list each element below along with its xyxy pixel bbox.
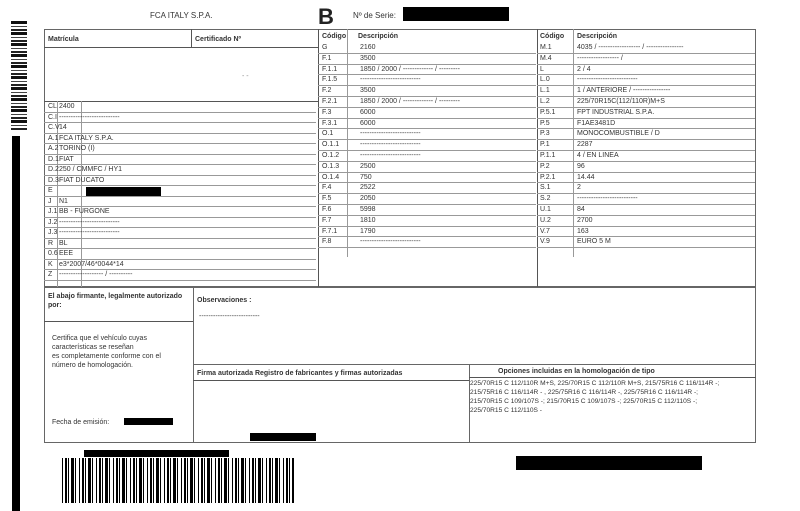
options-label: Opciones incluidas en la homologación de tipo	[498, 368, 655, 375]
right-value: 84	[577, 206, 585, 213]
right-value: --------------------------	[577, 76, 638, 84]
mid-value: 2522	[360, 184, 376, 192]
mid-value: --------------------------	[360, 76, 421, 84]
mid-row	[320, 97, 536, 107]
right-row	[539, 216, 755, 226]
mid-code: F.1	[322, 54, 332, 62]
mid-row	[320, 43, 536, 53]
side-black-bar	[12, 136, 20, 511]
right-row	[539, 173, 755, 183]
mid-code: F.5	[322, 195, 332, 203]
mid-row	[320, 237, 536, 247]
barcode	[62, 458, 294, 503]
left-value: EEE	[59, 250, 74, 257]
left-code: J.3	[48, 229, 58, 236]
right-row	[539, 162, 755, 172]
mid-value: 1850 / 2000 / ------------- / ---------	[360, 98, 460, 105]
mid-code: F.3.1	[322, 119, 338, 127]
left-row	[46, 144, 316, 154]
right-value: 2 / 4	[577, 65, 591, 73]
date-label: Fecha de emisión:	[52, 419, 110, 426]
mid-row	[320, 86, 536, 96]
right-code: S.1	[540, 184, 551, 192]
right-row	[539, 75, 755, 85]
mid-value: 3500	[360, 87, 376, 95]
mid-value: 3500	[360, 54, 376, 62]
right-code: P.5	[540, 119, 550, 127]
left-value: 14	[59, 124, 67, 131]
left-code: C.I	[48, 113, 57, 121]
mid-value: 6000	[360, 119, 376, 127]
right-code: P.5.1	[540, 108, 556, 116]
mid-code: F.7.1	[322, 227, 338, 235]
right-row	[539, 151, 755, 161]
left-row	[46, 165, 316, 175]
right-code: L.0	[540, 76, 550, 84]
right-code: V.9	[540, 238, 550, 246]
options-line-4: 225/70R15 C 112/110S -	[470, 407, 542, 414]
mid-desc-header: Descripción	[358, 33, 399, 40]
mid-row	[320, 227, 536, 237]
left-row	[46, 176, 316, 186]
mid-value: --------------------------	[360, 238, 421, 246]
mid-code: G	[322, 44, 328, 51]
left-code: J.2	[48, 218, 58, 226]
certify-line-1: Certifica que el vehículo cuyas	[52, 335, 147, 342]
right-desc-header: Descripción	[577, 33, 618, 40]
left-row	[46, 102, 316, 112]
right-code: P.2	[540, 162, 550, 170]
mid-row	[320, 65, 536, 75]
right-row	[539, 183, 755, 193]
left-value: FCA ITALY S.P.A.	[59, 134, 114, 142]
right-row	[539, 237, 755, 247]
right-value: 163	[577, 227, 589, 235]
right-value: 14.44	[577, 173, 595, 181]
left-value: ------------------- / ----------	[59, 271, 133, 278]
mid-value: --------------------------	[360, 130, 421, 138]
right-value: EURO 5 M	[577, 238, 611, 246]
left-value: BB - FURGONE	[59, 208, 110, 215]
certify-line-2: características se reseñan	[52, 344, 134, 351]
right-value: --------------------------	[577, 195, 638, 203]
right-value: ------------------ /	[577, 54, 623, 62]
options-lines	[470, 379, 719, 415]
right-code: L.2	[540, 98, 550, 105]
left-code: D.2	[48, 166, 59, 173]
right-value: 225/70R15C(112/110R)M+S	[577, 98, 665, 105]
mid-value: --------------------------	[360, 152, 421, 159]
mid-row	[320, 54, 536, 64]
observations-value: --------------------------	[199, 313, 260, 320]
certificado-value: - -	[242, 73, 249, 80]
left-code: R	[48, 239, 54, 247]
mid-row	[320, 75, 536, 85]
signature-redaction	[250, 433, 316, 441]
mid-code: O.1.2	[322, 152, 340, 159]
mid-code: F.2.1	[322, 98, 338, 105]
left-code: A.2	[48, 145, 59, 152]
mid-row	[320, 173, 536, 183]
left-value: FIAT	[59, 155, 74, 163]
left-code: D.3	[48, 176, 59, 184]
left-value: BL	[59, 239, 68, 247]
right-value: 2700	[577, 216, 593, 224]
right-code: P.1.1	[540, 152, 556, 159]
right-code-header: Código	[540, 33, 565, 40]
serial-label: Nº de Serie:	[353, 11, 396, 20]
left-code: E	[48, 187, 53, 194]
options-line-3: 215/70R15 C 109/107S -; 215/70R15 C 109/107S -; 225/70R15 C 112/110S -;	[470, 398, 698, 405]
left-value: --------------------------	[59, 218, 120, 226]
signatory-label: El abajo firmante, legalmente autorizado por:	[48, 293, 183, 309]
left-code: K	[48, 260, 53, 268]
right-value: 96	[577, 162, 585, 170]
right-row	[539, 97, 755, 107]
serial-redaction	[403, 7, 509, 21]
mid-value: --------------------------	[360, 141, 421, 149]
mid-value: 1810	[360, 216, 376, 224]
right-row	[539, 65, 755, 75]
mid-value: 2160	[360, 44, 376, 51]
mid-code: F.4	[322, 184, 332, 192]
mid-code-header: Código	[322, 33, 347, 40]
options-line-1: 225/70R15 C 112/110R M+S, 225/70R15 C 112/110R M+S, 215/75R16 C 116/114R -;	[470, 380, 720, 387]
right-code: M.4	[540, 54, 552, 62]
options-line-2: 215/75R16 C 116/114R - , 225/75R16 C 116/114R -, 225/75R16 C 116/114R -;	[470, 389, 698, 396]
mid-row	[320, 216, 536, 226]
certify-line-3: es completamente conforme con el	[52, 353, 161, 360]
left-code: A.1	[48, 134, 59, 142]
right-value: 2287	[577, 141, 593, 149]
right-code: L	[540, 65, 544, 73]
left-row	[46, 218, 316, 228]
right-code: P.1	[540, 141, 550, 149]
right-row	[539, 119, 755, 129]
left-code: J	[48, 197, 52, 205]
mid-value: 1790	[360, 227, 376, 235]
mid-row	[320, 108, 536, 118]
right-value: MONOCOMBUSTIBLE / D	[577, 130, 660, 138]
left-row	[46, 207, 316, 217]
left-value: e3*2007/46*0044*14	[59, 260, 124, 268]
left-value: 250 / CMMFC / HY1	[59, 166, 123, 173]
mid-value: 2050	[360, 195, 376, 203]
mid-row	[320, 119, 536, 129]
left-code: C.V	[48, 124, 60, 131]
matricula-label: Matrícula	[48, 36, 79, 43]
left-value: --------------------------	[59, 113, 120, 121]
right-code: U.2	[540, 216, 551, 224]
right-row	[539, 205, 755, 215]
mid-value: 1850 / 2000 / ------------- / ---------	[360, 65, 460, 73]
bottom-redaction	[516, 456, 702, 470]
certify-text	[52, 334, 161, 370]
right-code: M.1	[540, 44, 552, 51]
observations-label: Observaciones :	[197, 297, 252, 304]
mid-code: F.1.5	[322, 76, 338, 84]
mid-row	[320, 194, 536, 204]
left-value: FIAT DUCATO	[59, 176, 105, 184]
left-row	[46, 249, 316, 259]
right-code: L.1	[540, 87, 550, 95]
mid-row	[320, 183, 536, 193]
left-row	[46, 134, 316, 144]
right-code: S.2	[540, 195, 551, 203]
mid-code: O.1.3	[322, 162, 340, 170]
left-row	[46, 270, 316, 280]
mid-code: O.1.4	[322, 173, 340, 181]
barcode-redaction	[84, 450, 229, 457]
left-row	[46, 228, 316, 238]
right-code: U.1	[540, 206, 551, 213]
mid-row	[320, 162, 536, 172]
left-code: D.1	[48, 155, 59, 163]
mid-code: F.7	[322, 216, 332, 224]
certificado-label: Certificado Nº	[195, 36, 242, 43]
right-code: P.2.1	[540, 173, 556, 181]
side-qr-code	[11, 20, 27, 130]
right-row	[539, 86, 755, 96]
date-redaction	[124, 418, 173, 425]
mid-value: 2500	[360, 162, 376, 170]
left-value: TORINO (I)	[59, 145, 95, 152]
mid-row	[320, 140, 536, 150]
left-row	[46, 197, 316, 207]
observations-block	[193, 287, 756, 365]
left-row	[46, 155, 316, 165]
right-row	[539, 43, 755, 53]
signature-label: Firma autorizada Registro de fabricantes y firmas autorizadas	[197, 370, 403, 377]
right-value: 4 / EN LINEA	[577, 152, 619, 159]
mid-code: F.3	[322, 108, 332, 116]
mid-row	[320, 205, 536, 215]
mid-row	[320, 151, 536, 161]
right-row	[539, 227, 755, 237]
left-value: --------------------------	[59, 229, 120, 236]
left-code: 0.6	[48, 250, 58, 257]
left-row	[46, 123, 316, 133]
right-value: 4035 / ------------------ / ----------------	[577, 44, 684, 51]
left-code: Z	[48, 271, 53, 278]
left-row	[46, 260, 316, 270]
mid-code: O.1.1	[322, 141, 340, 149]
mid-value: 750	[360, 173, 372, 181]
right-value: FPT INDUSTRIAL S.P.A.	[577, 108, 655, 116]
mid-code: F.8	[322, 238, 332, 246]
right-code: V.7	[540, 227, 550, 235]
left-code: CL	[48, 103, 57, 110]
vin-redaction	[86, 187, 161, 196]
left-code: J.1	[48, 208, 58, 215]
right-row	[539, 194, 755, 204]
left-row	[46, 239, 316, 249]
mid-row	[320, 129, 536, 139]
certify-line-4: número de homologación.	[52, 362, 133, 369]
right-row	[539, 129, 755, 139]
right-value: 1 / ANTERIORE / ----------------	[577, 87, 671, 95]
right-row	[539, 140, 755, 150]
mid-code: F.2	[322, 87, 332, 95]
right-value: 2	[577, 184, 581, 192]
left-value: 2400	[59, 103, 75, 110]
mid-value: 6000	[360, 108, 376, 116]
right-row	[539, 108, 755, 118]
right-value: F1AE3481D	[577, 119, 616, 127]
right-row	[539, 54, 755, 64]
mid-code: F.1.1	[322, 65, 338, 73]
left-value: N1	[59, 197, 68, 205]
mid-code: F.6	[322, 206, 332, 213]
right-code: P.3	[540, 130, 550, 138]
mid-value: 5998	[360, 206, 376, 213]
company-name: FCA ITALY S.P.A.	[150, 11, 213, 20]
mid-code: O.1	[322, 130, 334, 138]
left-row	[46, 113, 316, 123]
type-letter: B	[318, 4, 334, 29]
